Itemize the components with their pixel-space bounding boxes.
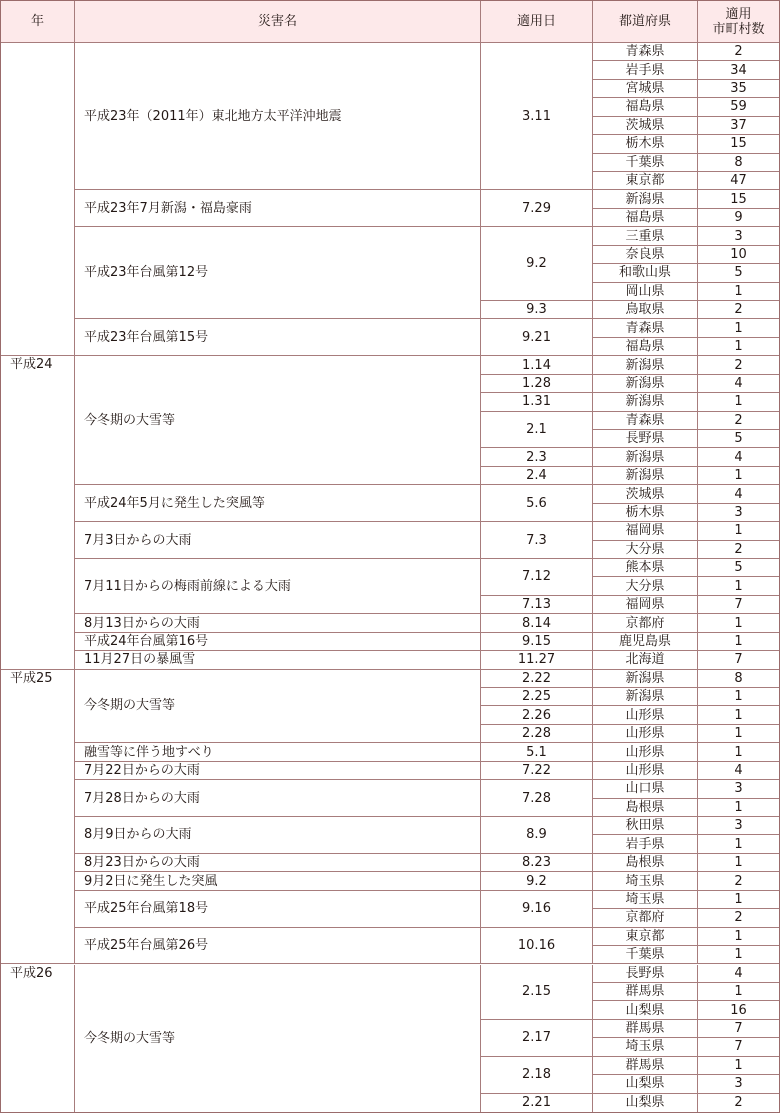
disaster-name-cell: 平成23年7月新潟・福島豪雨 bbox=[75, 190, 481, 227]
disaster-name-cell: 平成23年（2011年）東北地方太平洋沖地震 bbox=[75, 43, 481, 190]
disaster-name-cell: 平成24年台風第16号 bbox=[75, 633, 481, 651]
prefecture-cell: 山形県 bbox=[593, 743, 698, 761]
municipality-count-cell: 1 bbox=[698, 283, 779, 301]
municipality-count-cell: 1 bbox=[698, 614, 779, 632]
municipality-count-cell: 5 bbox=[698, 559, 779, 577]
header-count-line2: 市町村数 bbox=[712, 21, 765, 37]
municipality-count-cell: 7 bbox=[698, 1020, 779, 1038]
disaster-name-cell: 融雪等に伴う地すべり bbox=[75, 743, 481, 761]
municipality-count-cell: 3 bbox=[698, 780, 779, 798]
prefecture-cell: 新潟県 bbox=[593, 356, 698, 374]
application-date-cell: 2.21 bbox=[481, 1094, 593, 1112]
municipality-count-cell: 10 bbox=[698, 246, 779, 264]
municipality-count-cell: 1 bbox=[698, 928, 779, 946]
application-date-cell: 2.3 bbox=[481, 448, 593, 466]
municipality-count-cell: 8 bbox=[698, 154, 779, 172]
application-date-cell: 9.2 bbox=[481, 872, 593, 890]
prefecture-cell: 東京都 bbox=[593, 172, 698, 190]
prefecture-cell: 山梨県 bbox=[593, 1075, 698, 1093]
disaster-name-cell: 今冬期の大雪等 bbox=[75, 965, 481, 1112]
disaster-name-cell: 9月2日に発生した突風 bbox=[75, 872, 481, 890]
municipality-count-cell: 59 bbox=[698, 98, 779, 116]
disaster-name-cell: 7月11日からの梅雨前線による大雨 bbox=[75, 559, 481, 614]
municipality-count-cell: 4 bbox=[698, 965, 779, 983]
municipality-count-cell: 1 bbox=[698, 577, 779, 595]
municipality-count-cell: 15 bbox=[698, 135, 779, 153]
municipality-count-cell: 35 bbox=[698, 80, 779, 98]
disaster-name-cell: 8月23日からの大雨 bbox=[75, 854, 481, 872]
application-date-cell: 2.15 bbox=[481, 965, 593, 1020]
application-date-cell: 1.31 bbox=[481, 393, 593, 411]
prefecture-cell: 群馬県 bbox=[593, 1057, 698, 1075]
application-date-cell: 2.25 bbox=[481, 688, 593, 706]
disaster-name-cell: 7月22日からの大雨 bbox=[75, 762, 481, 780]
prefecture-cell: 福岡県 bbox=[593, 596, 698, 614]
prefecture-cell: 東京都 bbox=[593, 928, 698, 946]
header-application-date: 適用日 bbox=[481, 1, 593, 43]
prefecture-cell: 山形県 bbox=[593, 762, 698, 780]
prefecture-cell: 群馬県 bbox=[593, 983, 698, 1001]
municipality-count-cell: 4 bbox=[698, 448, 779, 466]
municipality-count-cell: 15 bbox=[698, 190, 779, 208]
municipality-count-cell: 1 bbox=[698, 854, 779, 872]
municipality-count-cell: 1 bbox=[698, 319, 779, 337]
application-date-cell: 5.6 bbox=[481, 485, 593, 522]
prefecture-cell: 茨城県 bbox=[593, 117, 698, 135]
application-date-cell: 7.29 bbox=[481, 190, 593, 227]
municipality-count-cell: 7 bbox=[698, 1038, 779, 1056]
prefecture-cell: 千葉県 bbox=[593, 154, 698, 172]
prefecture-cell: 大分県 bbox=[593, 577, 698, 595]
year-cell bbox=[1, 43, 75, 356]
disaster-name-cell: 平成25年台風第26号 bbox=[75, 928, 481, 965]
municipality-count-cell: 2 bbox=[698, 43, 779, 61]
prefecture-cell: 山口県 bbox=[593, 780, 698, 798]
application-date-cell: 2.18 bbox=[481, 1057, 593, 1094]
municipality-count-cell: 1 bbox=[698, 393, 779, 411]
prefecture-cell: 大分県 bbox=[593, 541, 698, 559]
prefecture-cell: 新潟県 bbox=[593, 375, 698, 393]
year-cell: 平成26 bbox=[1, 965, 75, 1112]
disaster-name-cell: 平成23年台風第12号 bbox=[75, 227, 481, 319]
prefecture-cell: 福岡県 bbox=[593, 522, 698, 540]
municipality-count-cell: 1 bbox=[698, 891, 779, 909]
municipality-count-cell: 3 bbox=[698, 817, 779, 835]
application-date-cell: 5.1 bbox=[481, 743, 593, 761]
header-prefecture: 都道府県 bbox=[593, 1, 698, 43]
disaster-name-cell: 8月9日からの大雨 bbox=[75, 817, 481, 854]
prefecture-cell: 宮城県 bbox=[593, 80, 698, 98]
municipality-count-cell: 1 bbox=[698, 983, 779, 1001]
municipality-count-cell: 8 bbox=[698, 670, 779, 688]
application-date-cell: 8.23 bbox=[481, 854, 593, 872]
municipality-count-cell: 1 bbox=[698, 799, 779, 817]
disaster-name-cell: 平成23年台風第15号 bbox=[75, 319, 481, 356]
application-date-cell: 9.21 bbox=[481, 319, 593, 356]
municipality-count-cell: 2 bbox=[698, 541, 779, 559]
disaster-name-cell: 平成24年5月に発生した突風等 bbox=[75, 485, 481, 522]
application-date-cell: 11.27 bbox=[481, 651, 593, 669]
prefecture-cell: 京都府 bbox=[593, 909, 698, 927]
prefecture-cell: 新潟県 bbox=[593, 688, 698, 706]
prefecture-cell: 栃木県 bbox=[593, 504, 698, 522]
application-date-cell: 8.9 bbox=[481, 817, 593, 854]
application-date-cell: 9.16 bbox=[481, 891, 593, 928]
application-date-cell: 9.3 bbox=[481, 301, 593, 319]
municipality-count-cell: 1 bbox=[698, 946, 779, 964]
municipality-count-cell: 1 bbox=[698, 633, 779, 651]
prefecture-cell: 岡山県 bbox=[593, 283, 698, 301]
application-date-cell: 2.26 bbox=[481, 706, 593, 724]
municipality-count-cell: 5 bbox=[698, 264, 779, 282]
prefecture-cell: 新潟県 bbox=[593, 670, 698, 688]
municipality-count-cell: 34 bbox=[698, 61, 779, 79]
application-date-cell: 3.11 bbox=[481, 43, 593, 190]
prefecture-cell: 和歌山県 bbox=[593, 264, 698, 282]
prefecture-cell: 福島県 bbox=[593, 98, 698, 116]
application-date-cell: 2.22 bbox=[481, 670, 593, 688]
application-date-cell: 7.28 bbox=[481, 780, 593, 817]
application-date-cell: 2.28 bbox=[481, 725, 593, 743]
prefecture-cell: 島根県 bbox=[593, 799, 698, 817]
disaster-name-cell: 7月3日からの大雨 bbox=[75, 522, 481, 559]
prefecture-cell: 埼玉県 bbox=[593, 1038, 698, 1056]
application-date-cell: 1.28 bbox=[481, 375, 593, 393]
application-date-cell: 7.22 bbox=[481, 762, 593, 780]
application-date-cell: 7.13 bbox=[481, 596, 593, 614]
prefecture-cell: 新潟県 bbox=[593, 190, 698, 208]
municipality-count-cell: 1 bbox=[698, 725, 779, 743]
disaster-name-cell: 11月27日の暴風雪 bbox=[75, 651, 481, 669]
prefecture-cell: 鹿児島県 bbox=[593, 633, 698, 651]
municipality-count-cell: 3 bbox=[698, 1075, 779, 1093]
municipality-count-cell: 4 bbox=[698, 375, 779, 393]
municipality-count-cell: 2 bbox=[698, 301, 779, 319]
prefecture-cell: 新潟県 bbox=[593, 393, 698, 411]
municipality-count-cell: 2 bbox=[698, 872, 779, 890]
prefecture-cell: 山梨県 bbox=[593, 1094, 698, 1112]
prefecture-cell: 千葉県 bbox=[593, 946, 698, 964]
municipality-count-cell: 2 bbox=[698, 356, 779, 374]
municipality-count-cell: 9 bbox=[698, 209, 779, 227]
prefecture-cell: 熊本県 bbox=[593, 559, 698, 577]
application-date-cell: 1.14 bbox=[481, 356, 593, 374]
prefecture-cell: 福島県 bbox=[593, 209, 698, 227]
prefecture-cell: 埼玉県 bbox=[593, 891, 698, 909]
prefecture-cell: 福島県 bbox=[593, 338, 698, 356]
application-date-cell: 9.2 bbox=[481, 227, 593, 301]
application-date-cell: 7.12 bbox=[481, 559, 593, 596]
prefecture-cell: 栃木県 bbox=[593, 135, 698, 153]
application-date-cell: 7.3 bbox=[481, 522, 593, 559]
application-date-cell: 10.16 bbox=[481, 928, 593, 965]
header-municipality-count bbox=[698, 1, 779, 43]
year-cell: 平成24 bbox=[1, 356, 75, 669]
prefecture-cell: 島根県 bbox=[593, 854, 698, 872]
prefecture-cell: 埼玉県 bbox=[593, 872, 698, 890]
prefecture-cell: 奈良県 bbox=[593, 246, 698, 264]
disaster-name-cell: 8月13日からの大雨 bbox=[75, 614, 481, 632]
municipality-count-cell: 1 bbox=[698, 522, 779, 540]
year-cell: 平成25 bbox=[1, 670, 75, 965]
application-date-cell: 2.17 bbox=[481, 1020, 593, 1057]
municipality-count-cell: 2 bbox=[698, 909, 779, 927]
application-date-cell: 2.1 bbox=[481, 412, 593, 449]
municipality-count-cell: 1 bbox=[698, 688, 779, 706]
prefecture-cell: 新潟県 bbox=[593, 448, 698, 466]
prefecture-cell: 岩手県 bbox=[593, 61, 698, 79]
municipality-count-cell: 16 bbox=[698, 1001, 779, 1019]
prefecture-cell: 三重県 bbox=[593, 227, 698, 245]
municipality-count-cell: 47 bbox=[698, 172, 779, 190]
prefecture-cell: 青森県 bbox=[593, 43, 698, 61]
prefecture-cell: 山形県 bbox=[593, 706, 698, 724]
disaster-name-cell: 今冬期の大雪等 bbox=[75, 356, 481, 485]
municipality-count-cell: 3 bbox=[698, 227, 779, 245]
prefecture-cell: 茨城県 bbox=[593, 485, 698, 503]
prefecture-cell: 京都府 bbox=[593, 614, 698, 632]
municipality-count-cell: 1 bbox=[698, 338, 779, 356]
header-disaster-name: 災害名 bbox=[75, 1, 481, 43]
disaster-name-cell: 今冬期の大雪等 bbox=[75, 670, 481, 744]
municipality-count-cell: 1 bbox=[698, 467, 779, 485]
municipality-count-cell: 1 bbox=[698, 706, 779, 724]
application-date-cell: 2.4 bbox=[481, 467, 593, 485]
application-date-cell: 9.15 bbox=[481, 633, 593, 651]
prefecture-cell: 岩手県 bbox=[593, 835, 698, 853]
municipality-count-cell: 37 bbox=[698, 117, 779, 135]
prefecture-cell: 青森県 bbox=[593, 319, 698, 337]
municipality-count-cell: 2 bbox=[734, 1095, 743, 1111]
prefecture-cell: 山梨県 bbox=[593, 1001, 698, 1019]
header-year: 年 bbox=[1, 1, 75, 43]
prefecture-cell: 新潟県 bbox=[593, 467, 698, 485]
prefecture-cell: 山形県 bbox=[593, 725, 698, 743]
disaster-name-cell: 平成25年台風第18号 bbox=[75, 891, 481, 928]
municipality-count-cell: 7 bbox=[698, 651, 779, 669]
municipality-count-cell: 7 bbox=[698, 596, 779, 614]
municipality-count-cell: 4 bbox=[698, 762, 779, 780]
municipality-count-cell: 4 bbox=[698, 485, 779, 503]
application-date-cell: 8.14 bbox=[481, 614, 593, 632]
municipality-count-cell: 5 bbox=[698, 430, 779, 448]
municipality-count-cell: 2 bbox=[698, 412, 779, 430]
municipality-count-cell: 1 bbox=[698, 743, 779, 761]
header-count-line1: 適用 bbox=[725, 6, 752, 22]
prefecture-cell: 群馬県 bbox=[593, 1020, 698, 1038]
prefecture-cell: 長野県 bbox=[593, 430, 698, 448]
municipality-count-cell: 1 bbox=[698, 835, 779, 853]
prefecture-cell: 長野県 bbox=[593, 965, 698, 983]
prefecture-cell: 青森県 bbox=[593, 412, 698, 430]
prefecture-cell: 北海道 bbox=[593, 651, 698, 669]
municipality-count-cell: 1 bbox=[698, 1057, 779, 1075]
prefecture-cell: 秋田県 bbox=[593, 817, 698, 835]
prefecture-cell: 鳥取県 bbox=[593, 301, 698, 319]
disaster-name-cell: 7月28日からの大雨 bbox=[75, 780, 481, 817]
municipality-count-cell: 3 bbox=[698, 504, 779, 522]
